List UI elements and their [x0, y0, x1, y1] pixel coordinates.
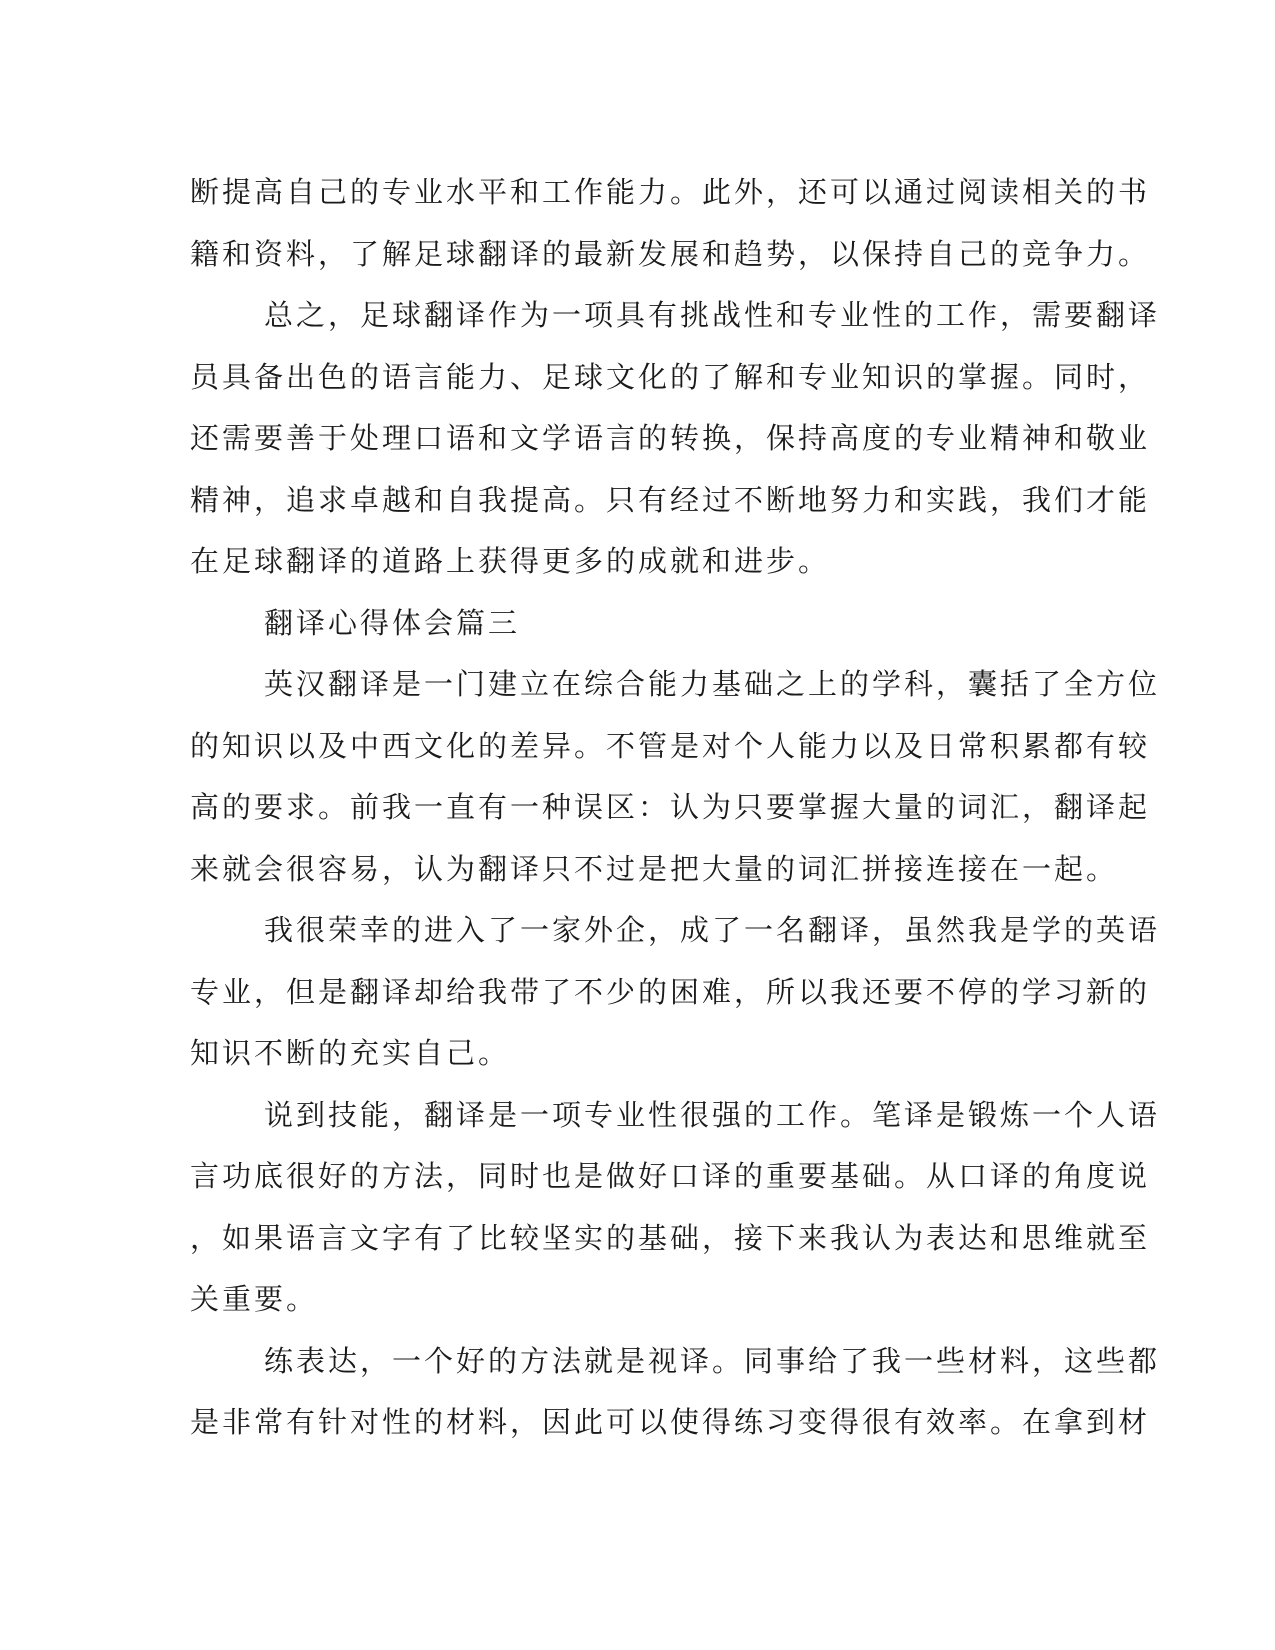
text-line: 高的要求。前我一直有一种误区：认为只要掌握大量的词汇，翻译起 [190, 790, 1151, 824]
text-line: 是非常有针对性的材料，因此可以使得练习变得很有效率。在拿到材 [190, 1405, 1151, 1439]
text-line: 的知识以及中西文化的差异。不管是对个人能力以及日常积累都有较 [190, 728, 1151, 763]
paragraph-first-line: 说到技能，翻译是一项专业性很强的工作。笔译是锻炼一个人语 [264, 1097, 1161, 1132]
text-line: 还需要善于处理口语和文学语言的转换，保持高度的专业精神和敬业 [190, 421, 1151, 455]
text-line: 来就会很容易，认为翻译只不过是把大量的词汇拼接连接在一起。 [190, 851, 1119, 886]
paragraph-first-line: 总之，足球翻译作为一项具有挑战性和专业性的工作，需要翻译 [264, 298, 1161, 332]
text-line: 专业，但是翻译却给我带了不少的困难，所以我还要不停的学习新的 [190, 974, 1151, 1009]
text-line: 精神，追求卓越和自我提高。只有经过不断地努力和实践，我们才能 [190, 482, 1151, 517]
section-heading: 翻译心得体会篇三 [264, 605, 521, 640]
text-line: 员具备出色的语言能力、足球文化的了解和专业知识的掌握。同时， [190, 359, 1151, 394]
text-line: ，如果语言文字有了比较坚实的基础，接下来我认为表达和思维就至 [190, 1220, 1151, 1255]
paragraph-first-line: 练表达，一个好的方法就是视译。同事给了我一些材料，这些都 [264, 1343, 1161, 1378]
text-line: 关重要。 [190, 1282, 319, 1316]
paragraph-first-line: 英汉翻译是一门建立在综合能力基础之上的学科，囊括了全方位 [264, 667, 1161, 701]
text-line: 籍和资料，了解足球翻译的最新发展和趋势，以保持自己的竞争力。 [190, 236, 1151, 271]
document-body [190, 162, 1161, 1454]
text-line: 在足球翻译的道路上获得更多的成就和进步。 [190, 544, 831, 578]
text-line: 断提高自己的专业水平和工作能力。此外，还可以通过阅读相关的书 [190, 175, 1151, 209]
text-line: 言功底很好的方法，同时也是做好口译的重要基础。从口译的角度说 [190, 1159, 1151, 1193]
text-line: 知识不断的充实自己。 [190, 1036, 511, 1070]
paragraph-first-line: 我很荣幸的进入了一家外企，成了一名翻译，虽然我是学的英语 [264, 913, 1161, 947]
